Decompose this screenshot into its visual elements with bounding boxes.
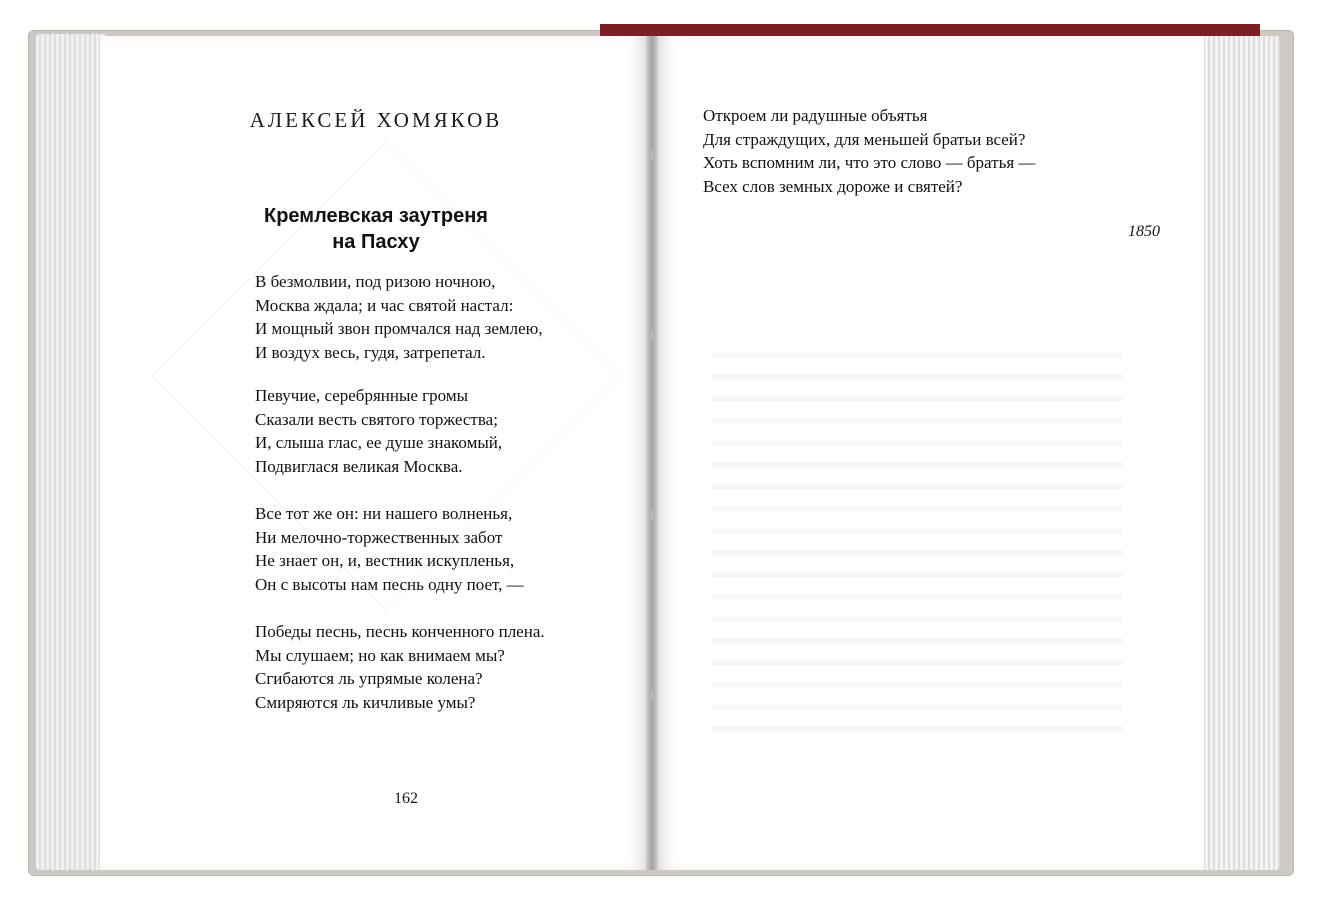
verse-line: Все тот же он: ни нашего волненья, [255,504,513,523]
verse-line: И, слыша глас, ее душе знакомый, [255,433,503,452]
stanza-2 [255,384,502,478]
binding-stitch [651,150,653,160]
binding-stitch [651,510,653,520]
verse-line: Подвиглася великая Москва. [255,456,463,476]
verse-line: Хоть вспомним ли, что это слово — братья — [703,153,1036,172]
verse-line: Не знает он, и, вестник искупленья, [255,551,515,570]
verse-line: Откроем ли радушные объятья [703,106,928,125]
verse-line: Для страждущих, для меньшей братьи всей? [703,129,1026,149]
verse-line: Мы слушаем; но как внимаем мы? [255,645,505,665]
stanza-4 [255,620,545,714]
binding-stitch [651,330,653,340]
stanza-3 [255,502,524,596]
verse-line: Ни мелочно-торжественных забот [255,527,503,547]
verse-line: Победы песнь, песнь конченного плена. [255,622,545,641]
verse-line: И мощный звон промчался над землею, [255,319,543,338]
verse-line: Он с высоты нам песнь одну поет, — [255,574,524,594]
verse-line: Сгибаются ль упрямые колена? [255,669,483,688]
book-gutter [646,36,658,870]
page-number: 162 [394,790,418,807]
verse-line: Певучие, серебрянные громы [255,386,469,405]
verse-line: Смиряются ль кичливые умы? [255,692,476,712]
verse-line: Сказали весть святого торжества; [255,409,498,429]
binding-stitch [651,690,653,700]
poem-title [100,203,652,255]
verse-line: В безмолвии, под ризою ночною, [255,272,496,291]
show-through-text [712,338,1122,748]
poem-title-line: на Пасху [332,231,420,253]
stanza-1 [255,270,543,364]
verse-line: И воздух весь, гудя, затрепетал. [255,342,486,362]
running-head: АЛЕКСЕЙ ХОМЯКОВ [249,108,503,132]
poem-title-line: Кремлевская заутреня [264,205,488,227]
verse-line: Всех слов земных дороже и святей? [703,176,963,196]
poem-date: 1850 [1128,223,1160,240]
right-page-edges [1200,36,1280,870]
verse-line: Москва ждала; и час святой настал: [255,295,514,315]
stanza-5 [703,104,1035,198]
left-page-edges [36,34,106,870]
